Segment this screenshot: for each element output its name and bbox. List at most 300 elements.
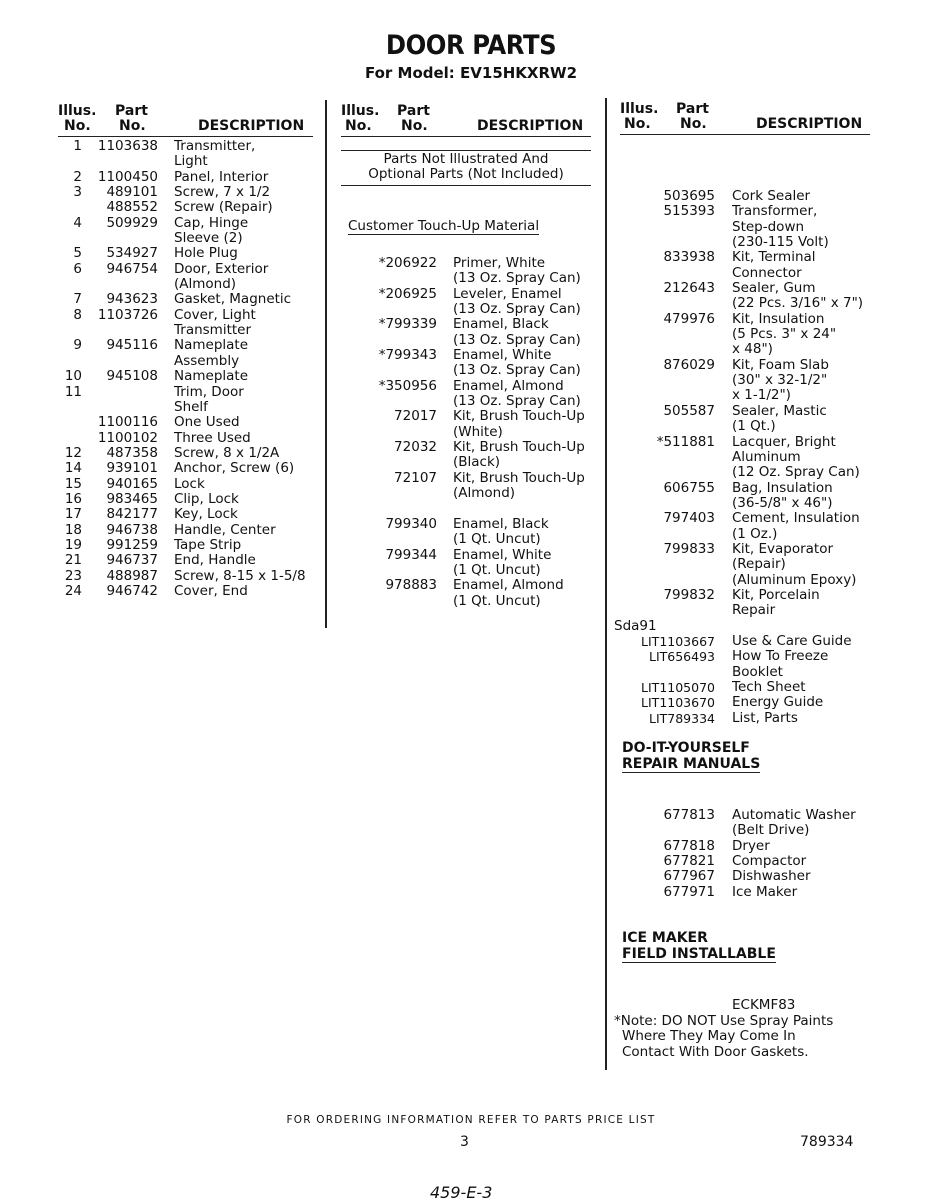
part-description: Sleeve (2) [174, 230, 243, 247]
part-number: 797403 [663, 510, 715, 527]
parts-row [58, 538, 318, 553]
parts-row [615, 235, 885, 250]
part-number: 606755 [663, 479, 715, 496]
part-description: Hole Plug [174, 245, 238, 262]
part-description: Screw, 7 x 1/2 [174, 184, 271, 201]
part-number: 1100116 [97, 414, 158, 431]
part-description: Nameplate [174, 337, 249, 354]
illus-number: 9 [73, 337, 82, 354]
part-description: (Almond) [174, 276, 237, 293]
part-number: 677818 [663, 837, 715, 854]
parts-row [615, 342, 885, 357]
part-description: Nameplate [174, 368, 249, 385]
parts-row [341, 486, 601, 501]
parts-row [615, 511, 885, 526]
manuals-list [615, 808, 885, 900]
part-description: (1 Oz.) [732, 525, 778, 542]
part-description: Screw, 8 x 1/2A [174, 444, 280, 461]
part-description: (13 Oz. Spray Can) [453, 301, 581, 318]
parts-row [58, 338, 318, 353]
part-number: 842177 [106, 506, 158, 523]
parts-row [615, 250, 885, 265]
parts-row [58, 277, 318, 292]
parts-row [58, 400, 318, 415]
part-description: Step-down [732, 218, 805, 235]
part-number: 515393 [663, 203, 715, 220]
part-number: 946737 [106, 552, 158, 569]
parts-row [615, 388, 885, 403]
parts-row [615, 665, 885, 680]
part-number: 1103726 [97, 306, 158, 323]
header-text: No. [64, 118, 91, 134]
parts-row [58, 200, 318, 215]
parts-row [58, 507, 318, 522]
part-number: 1100102 [97, 429, 158, 446]
parts-row [341, 317, 601, 332]
part-description: Light [174, 153, 208, 170]
part-description: Lacquer, Bright [732, 433, 836, 450]
section-heading [348, 219, 539, 235]
part-description: Cover, End [174, 582, 248, 599]
part-description: Transformer, [732, 203, 818, 220]
part-number: 534927 [106, 245, 158, 262]
part-description: Cap, Hinge [174, 214, 249, 231]
parts-row [58, 461, 318, 476]
handwritten-note: 459-E-3 [430, 1183, 493, 1200]
header-text: No. [680, 116, 707, 132]
parts-row [58, 154, 318, 169]
description-header: DESCRIPTION [756, 116, 863, 132]
part-description: (13 Oz. Spray Can) [453, 393, 581, 410]
parts-row [341, 471, 601, 486]
part-header [676, 102, 709, 132]
part-description: Sealer, Gum [732, 280, 816, 297]
part-description: Repair [732, 602, 776, 619]
ice-maker-heading [622, 931, 776, 963]
parts-row [341, 348, 601, 363]
part-description: Kit, Evaporator [732, 540, 834, 557]
heading-line: FIELD INSTALLABLE [622, 945, 776, 962]
header-text: Illus. [58, 103, 97, 119]
parts-row [58, 216, 318, 231]
part-description: Screw, 8-15 x 1-5/8 [174, 567, 306, 584]
part-description: Use & Care Guide [732, 633, 852, 649]
part-description: (1 Qt. Uncut) [453, 561, 541, 578]
parts-row [341, 594, 601, 609]
column-divider [605, 98, 607, 1070]
header-text: Illus. [620, 101, 659, 117]
part-number: 943623 [106, 291, 158, 308]
part-description: Cement, Insulation [732, 510, 860, 527]
part-description: Enamel, Almond [453, 377, 564, 394]
part-description: (13 Oz. Spray Can) [453, 362, 581, 379]
parts-row [58, 553, 318, 568]
illus-header [341, 104, 379, 134]
note-line: Parts Not Illustrated And [383, 151, 549, 167]
parts-row [341, 578, 601, 593]
parts-row [615, 204, 885, 219]
parts-row [341, 394, 601, 409]
parts-row [341, 440, 601, 455]
parts-row [615, 573, 885, 588]
parts-row [58, 308, 318, 323]
parts-row [615, 680, 885, 695]
part-description: Assembly [174, 352, 240, 369]
parts-row [615, 312, 885, 327]
parts-row [615, 649, 885, 664]
part-description: Sealer, Mastic [732, 402, 827, 419]
illus-number: 7 [73, 291, 82, 308]
literature-list [615, 634, 885, 726]
part-number: LIT1105070 [641, 680, 715, 696]
part-description: Energy Guide [732, 694, 824, 711]
parts-row [58, 446, 318, 461]
part-number: 72017 [394, 408, 437, 425]
part-description: (Repair) [732, 556, 786, 573]
parts-row [615, 266, 885, 281]
part-number: 940165 [106, 475, 158, 492]
parts-row [58, 139, 318, 154]
part-description: (Black) [453, 454, 501, 471]
header-text: Part [397, 103, 430, 119]
parts-row [341, 271, 601, 286]
parts-list-col3 [615, 189, 885, 619]
parts-row [58, 584, 318, 599]
part-description: Trim, Door [174, 383, 244, 400]
part-description: (Belt Drive) [732, 822, 810, 839]
part-number: 488987 [106, 567, 158, 584]
part-number: 799340 [385, 515, 437, 532]
part-description: x 1-1/2") [732, 387, 791, 404]
illus-header [620, 102, 658, 132]
parts-row [58, 262, 318, 277]
parts-row [615, 404, 885, 419]
heading-line: DO-IT-YOURSELF [622, 740, 750, 756]
illus-number: 17 [64, 506, 82, 523]
parts-row [58, 292, 318, 307]
illus-number: 10 [64, 368, 82, 385]
part-number: 978883 [385, 577, 437, 594]
note-rule [341, 185, 591, 186]
part-number: 833938 [663, 249, 715, 266]
part-number: 677967 [663, 868, 715, 885]
parts-row [615, 465, 885, 480]
header-text: No. [345, 118, 372, 134]
part-description: Handle, Center [174, 521, 276, 538]
parts-row [341, 409, 601, 424]
illus-number: 12 [64, 444, 82, 461]
section-heading-text: Customer Touch-Up Material [348, 218, 540, 234]
part-description: Connector [732, 264, 802, 281]
parts-row [615, 435, 885, 450]
part-description: Enamel, Black [453, 316, 549, 333]
parts-row [615, 603, 885, 618]
part-description: Lock [174, 475, 205, 492]
illus-number: 8 [73, 306, 82, 323]
part-description: (12 Oz. Spray Can) [732, 464, 860, 481]
part-description: Panel, Interior [174, 168, 269, 185]
part-number: *350956 [378, 377, 437, 394]
part-description: How To Freeze [732, 648, 829, 665]
illus-number: 15 [64, 475, 82, 492]
part-description: (White) [453, 423, 503, 440]
illus-number: 11 [64, 383, 82, 400]
part-description: (5 Pcs. 3" x 24" [732, 326, 837, 343]
parts-row [341, 302, 601, 317]
part-header [397, 104, 430, 134]
part-number: *511881 [656, 433, 715, 450]
part-description: Anchor, Screw (6) [174, 460, 295, 477]
parts-list-col2 [341, 256, 601, 609]
part-number: 489101 [106, 184, 158, 201]
page-title: DOOR PARTS [385, 30, 557, 61]
parts-row [341, 532, 601, 547]
header-text: Illus. [341, 103, 380, 119]
part-description: (1 Qt. Uncut) [453, 531, 541, 548]
part-description: (13 Oz. Spray Can) [453, 331, 581, 348]
part-description: Automatic Washer [732, 807, 856, 823]
part-number: 509929 [106, 214, 158, 231]
part-description: One Used [174, 414, 240, 431]
part-description: Bag, Insulation [732, 479, 833, 496]
part-number: *799343 [378, 347, 437, 364]
part-description: (Almond) [453, 485, 516, 502]
part-number: 677821 [663, 853, 715, 870]
part-description: Door, Exterior [174, 260, 269, 277]
parts-row [615, 588, 885, 603]
part-number: 488552 [106, 199, 158, 216]
part-number: 983465 [106, 490, 158, 507]
illus-number: 16 [64, 490, 82, 507]
part-number: 503695 [663, 188, 715, 204]
parts-row [58, 385, 318, 400]
document-number: 789334 [800, 1134, 854, 1150]
diy-heading [622, 741, 760, 773]
header-rule [620, 134, 870, 135]
column-divider [325, 100, 327, 628]
part-number: 799832 [663, 586, 715, 603]
part-description: Kit, Brush Touch-Up [453, 408, 585, 425]
part-number: *206925 [378, 285, 437, 302]
parts-row [615, 419, 885, 434]
illus-number: 18 [64, 521, 82, 538]
part-description: Cork Sealer [732, 188, 811, 204]
part-description: Kit, Insulation [732, 310, 825, 327]
parts-list-col1 [58, 139, 318, 599]
parts-row [615, 869, 885, 884]
part-description: (22 Pcs. 3/16" x 7") [732, 295, 864, 312]
parts-row [58, 369, 318, 384]
parts-row [341, 548, 601, 563]
part-description: Clip, Lock [174, 490, 239, 507]
part-number: 677813 [663, 807, 715, 823]
parts-row [58, 246, 318, 261]
parts-row [615, 711, 885, 726]
part-description: Gasket, Magnetic [174, 291, 292, 308]
description-header: DESCRIPTION [198, 118, 305, 134]
part-number: 1100450 [97, 168, 158, 185]
parts-row [341, 563, 601, 578]
part-description: Transmitter, [174, 138, 256, 154]
parts-row [341, 379, 601, 394]
header-rule [341, 136, 591, 137]
header-rule [58, 136, 313, 137]
part-description: x 48") [732, 341, 773, 358]
illus-number: 6 [73, 260, 82, 277]
part-number: 505587 [663, 402, 715, 419]
part-number: 991259 [106, 536, 158, 553]
parts-row [341, 333, 601, 348]
parts-row [58, 415, 318, 430]
part-description: Kit, Brush Touch-Up [453, 469, 585, 486]
parts-row [58, 185, 318, 200]
parts-row [615, 327, 885, 342]
part-description: Enamel, Almond [453, 577, 564, 594]
part-number: 945108 [106, 368, 158, 385]
parts-row [58, 569, 318, 584]
part-number: 677971 [663, 883, 715, 900]
parts-row [58, 170, 318, 185]
parts-row [341, 256, 601, 271]
parts-row [341, 455, 601, 470]
header-text: Part [676, 101, 709, 117]
spray-paint-note [614, 1014, 833, 1060]
parts-row [58, 323, 318, 338]
parts-row [341, 425, 601, 440]
parts-row [615, 839, 885, 854]
parts-row [615, 695, 885, 710]
parts-row [615, 634, 885, 649]
illus-number: 1 [73, 138, 82, 154]
part-description: Tech Sheet [732, 679, 806, 696]
page-number: 3 [460, 1134, 469, 1150]
parts-row [341, 517, 601, 532]
illus-number: 24 [64, 582, 82, 599]
part-description: (1 Qt.) [732, 418, 776, 435]
parts-row [341, 502, 601, 517]
part-description: List, Parts [732, 709, 798, 726]
note-line: Optional Parts (Not Included) [368, 166, 564, 183]
parts-row [615, 450, 885, 465]
part-description: Compactor [732, 853, 807, 870]
part-number: 212643 [663, 280, 715, 297]
part-description: Three Used [174, 429, 251, 446]
illus-number: 2 [73, 168, 82, 185]
description-header: DESCRIPTION [477, 118, 584, 134]
part-description: (Aluminum Epoxy) [732, 571, 857, 588]
parts-row [615, 823, 885, 838]
part-number: 945116 [106, 337, 158, 354]
part-number: *799339 [378, 316, 437, 333]
part-description: Kit, Terminal [732, 249, 816, 266]
part-description: Enamel, White [453, 347, 552, 364]
note-line: Where They May Come In [622, 1028, 796, 1045]
part-header [115, 104, 148, 134]
header-text: No. [401, 118, 428, 134]
part-number: 799833 [663, 540, 715, 557]
parts-row [615, 358, 885, 373]
parts-row [615, 542, 885, 557]
illus-number: 21 [64, 552, 82, 569]
parts-row [58, 354, 318, 369]
part-number: LIT789334 [648, 710, 715, 726]
part-description: Enamel, Black [453, 515, 549, 532]
parts-row [615, 281, 885, 296]
parts-row [341, 287, 601, 302]
part-number: *206922 [378, 255, 437, 271]
parts-row [58, 492, 318, 507]
part-number: LIT1103670 [641, 695, 715, 711]
part-description: End, Handle [174, 552, 256, 569]
parts-row [58, 477, 318, 492]
part-number: 487358 [106, 444, 158, 461]
part-number: LIT1103667 [641, 634, 715, 649]
part-description: Booklet [732, 663, 783, 680]
part-number: 946742 [106, 582, 158, 599]
part-number: LIT656493 [648, 649, 715, 665]
part-description: Kit, Foam Slab [732, 356, 829, 373]
part-description: (30" x 32-1/2" [732, 372, 828, 389]
part-description: Transmitter [174, 322, 252, 339]
part-description: Kit, Brush Touch-Up [453, 439, 585, 456]
part-description: Ice Maker [732, 883, 798, 900]
part-number: 72032 [394, 439, 437, 456]
part-number: 946754 [106, 260, 158, 277]
parts-row [58, 431, 318, 446]
parts-row [615, 481, 885, 496]
header-text: Part [115, 103, 148, 119]
part-description: Dishwasher [732, 868, 811, 885]
ice-maker-part: ECKMF83 [732, 997, 796, 1013]
illus-number: 4 [73, 214, 82, 231]
not-illustrated-note [341, 152, 591, 183]
heading-line: REPAIR MANUALS [622, 755, 761, 772]
part-description: Shelf [174, 398, 208, 415]
parts-row [615, 527, 885, 542]
illus-header [58, 104, 96, 134]
illus-number: 3 [73, 184, 82, 201]
part-number: 799344 [385, 546, 437, 563]
part-number: 1103638 [97, 138, 158, 154]
parts-row [58, 231, 318, 246]
parts-row [615, 885, 885, 900]
header-text: No. [119, 118, 146, 134]
parts-row [615, 557, 885, 572]
model-subtitle: For Model: EV15HKXRW2 [364, 64, 578, 82]
part-description: (13 Oz. Spray Can) [453, 270, 581, 287]
parts-row [615, 296, 885, 311]
illus-number: 19 [64, 536, 82, 553]
illus-number: 5 [73, 245, 82, 262]
part-number: 479976 [663, 310, 715, 327]
part-description: Cover, Light [174, 306, 256, 323]
illus-number: 14 [64, 460, 82, 477]
part-description: Key, Lock [174, 506, 238, 523]
heading-line: ICE MAKER [622, 930, 708, 946]
part-number: 72107 [394, 469, 437, 486]
parts-row [615, 189, 885, 204]
part-description: Aluminum [732, 448, 801, 465]
part-description: Enamel, White [453, 546, 552, 563]
parts-row [341, 363, 601, 378]
part-description: Primer, White [453, 255, 546, 271]
header-text: No. [624, 116, 651, 132]
part-description: (36-5/8" x 46") [732, 494, 833, 511]
part-description: Leveler, Enamel [453, 285, 562, 302]
part-description: (230-115 Volt) [732, 234, 829, 251]
illus-number: 23 [64, 567, 82, 584]
part-number: 939101 [106, 460, 158, 477]
